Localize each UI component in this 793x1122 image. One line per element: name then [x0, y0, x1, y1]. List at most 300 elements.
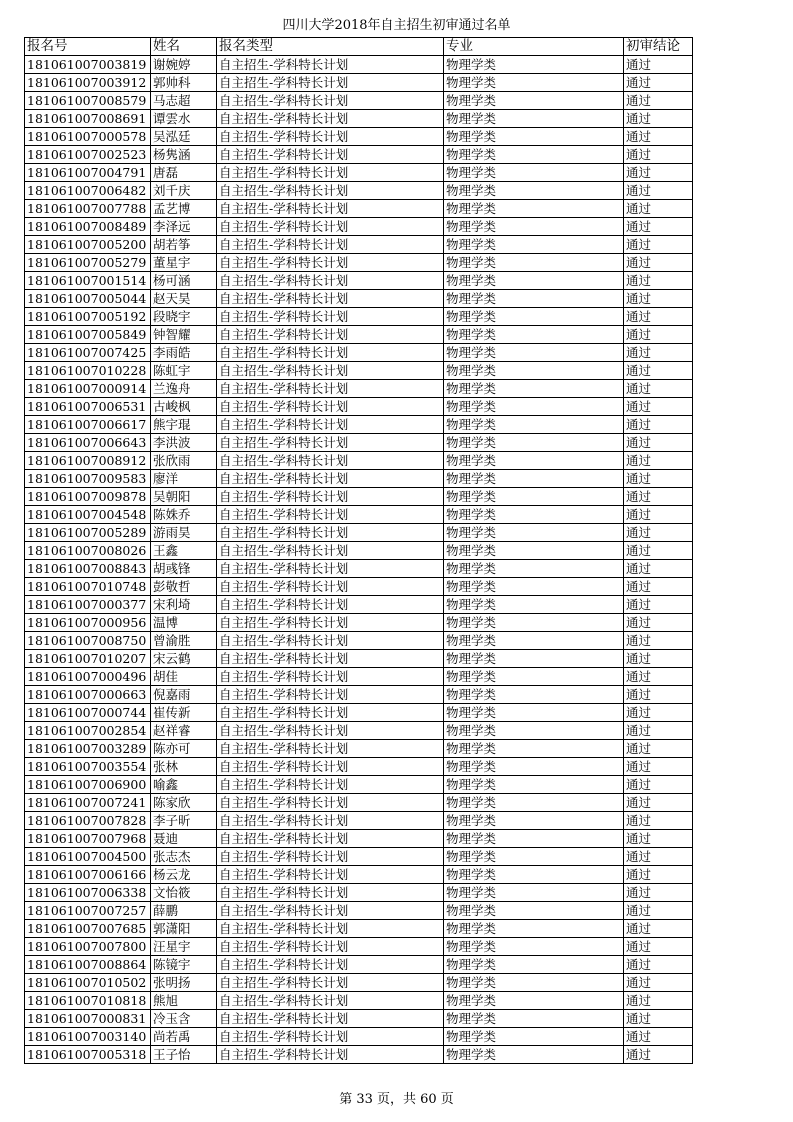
cell-result: 通过 [624, 380, 693, 398]
cell-major: 物理学类 [444, 542, 624, 560]
table-row [25, 596, 693, 614]
table-row [25, 974, 693, 992]
table-row [25, 722, 693, 740]
cell-id: 181061007006900 [25, 776, 151, 794]
cell-id: 181061007002523 [25, 146, 151, 164]
cell-id: 181061007006617 [25, 416, 151, 434]
cell-type: 自主招生-学科特长计划 [217, 308, 444, 326]
cell-major: 物理学类 [444, 362, 624, 380]
cell-id: 181061007010502 [25, 974, 151, 992]
cell-name: 马志超 [151, 92, 217, 110]
table-row [25, 902, 693, 920]
cell-result: 通过 [624, 794, 693, 812]
cell-major: 物理学类 [444, 254, 624, 272]
cell-major: 物理学类 [444, 920, 624, 938]
table-row [25, 614, 693, 632]
cell-name: 游雨昊 [151, 524, 217, 542]
cell-type: 自主招生-学科特长计划 [217, 416, 444, 434]
cell-result: 通过 [624, 164, 693, 182]
cell-name: 文怡筱 [151, 884, 217, 902]
cell-id: 181061007007425 [25, 344, 151, 362]
cell-id: 181061007009583 [25, 470, 151, 488]
cell-id: 181061007010818 [25, 992, 151, 1010]
cell-major: 物理学类 [444, 470, 624, 488]
cell-name: 郭帅科 [151, 74, 217, 92]
cell-type: 自主招生-学科特长计划 [217, 164, 444, 182]
cell-result: 通过 [624, 416, 693, 434]
cell-type: 自主招生-学科特长计划 [217, 542, 444, 560]
table-row [25, 506, 693, 524]
cell-major: 物理学类 [444, 578, 624, 596]
cell-name: 曾渝胜 [151, 632, 217, 650]
cell-type: 自主招生-学科特长计划 [217, 74, 444, 92]
cell-major: 物理学类 [444, 344, 624, 362]
cell-major: 物理学类 [444, 128, 624, 146]
cell-type: 自主招生-学科特长计划 [217, 218, 444, 236]
table-row [25, 218, 693, 236]
admission-table [24, 37, 693, 1064]
table-row [25, 920, 693, 938]
cell-name: 胡若筝 [151, 236, 217, 254]
table-row [25, 110, 693, 128]
column-header-result: 初审结论 [624, 38, 693, 56]
cell-id: 181061007003554 [25, 758, 151, 776]
cell-type: 自主招生-学科特长计划 [217, 794, 444, 812]
cell-major: 物理学类 [444, 164, 624, 182]
cell-type: 自主招生-学科特长计划 [217, 110, 444, 128]
cell-result: 通过 [624, 632, 693, 650]
cell-major: 物理学类 [444, 380, 624, 398]
cell-type: 自主招生-学科特长计划 [217, 290, 444, 308]
cell-result: 通过 [624, 614, 693, 632]
cell-id: 181061007005849 [25, 326, 151, 344]
cell-result: 通过 [624, 218, 693, 236]
cell-name: 吴朝阳 [151, 488, 217, 506]
column-header-name: 姓名 [151, 38, 217, 56]
table-row [25, 1028, 693, 1046]
cell-result: 通过 [624, 1010, 693, 1028]
cell-name: 李洪波 [151, 434, 217, 452]
table-row [25, 434, 693, 452]
cell-major: 物理学类 [444, 740, 624, 758]
cell-result: 通过 [624, 254, 693, 272]
table-row [25, 92, 693, 110]
cell-id: 181061007006531 [25, 398, 151, 416]
cell-result: 通过 [624, 686, 693, 704]
table-body [25, 56, 693, 1064]
cell-major: 物理学类 [444, 92, 624, 110]
table-row [25, 542, 693, 560]
cell-id: 181061007006338 [25, 884, 151, 902]
cell-major: 物理学类 [444, 668, 624, 686]
cell-major: 物理学类 [444, 902, 624, 920]
table-row [25, 272, 693, 290]
table-row [25, 1010, 693, 1028]
cell-type: 自主招生-学科特长计划 [217, 182, 444, 200]
cell-name: 赵天昊 [151, 290, 217, 308]
cell-result: 通过 [624, 524, 693, 542]
cell-major: 物理学类 [444, 794, 624, 812]
table-row [25, 344, 693, 362]
table-row [25, 992, 693, 1010]
cell-major: 物理学类 [444, 182, 624, 200]
cell-name: 陈姝乔 [151, 506, 217, 524]
cell-major: 物理学类 [444, 560, 624, 578]
page-footer: 第 33 页，共 60 页 [339, 1092, 454, 1107]
cell-result: 通过 [624, 776, 693, 794]
cell-type: 自主招生-学科特长计划 [217, 488, 444, 506]
cell-result: 通过 [624, 128, 693, 146]
cell-name: 李泽远 [151, 218, 217, 236]
cell-name: 赵祥睿 [151, 722, 217, 740]
cell-type: 自主招生-学科特长计划 [217, 614, 444, 632]
cell-id: 181061007001514 [25, 272, 151, 290]
cell-type: 自主招生-学科特长计划 [217, 830, 444, 848]
cell-type: 自主招生-学科特长计划 [217, 884, 444, 902]
cell-id: 181061007007800 [25, 938, 151, 956]
cell-name: 陈亦可 [151, 740, 217, 758]
cell-id: 181061007000578 [25, 128, 151, 146]
cell-result: 通过 [624, 110, 693, 128]
cell-major: 物理学类 [444, 884, 624, 902]
table-row [25, 758, 693, 776]
table-row [25, 524, 693, 542]
table-row [25, 776, 693, 794]
cell-major: 物理学类 [444, 398, 624, 416]
cell-result: 通过 [624, 488, 693, 506]
cell-type: 自主招生-学科特长计划 [217, 740, 444, 758]
cell-id: 181061007006482 [25, 182, 151, 200]
cell-type: 自主招生-学科特长计划 [217, 560, 444, 578]
cell-id: 181061007003819 [25, 56, 151, 74]
cell-type: 自主招生-学科特长计划 [217, 362, 444, 380]
cell-result: 通过 [624, 146, 693, 164]
cell-major: 物理学类 [444, 866, 624, 884]
table-row [25, 236, 693, 254]
cell-name: 李雨皓 [151, 344, 217, 362]
cell-result: 通过 [624, 884, 693, 902]
cell-major: 物理学类 [444, 758, 624, 776]
cell-name: 古峻枫 [151, 398, 217, 416]
cell-name: 喻鑫 [151, 776, 217, 794]
cell-name: 薛鹏 [151, 902, 217, 920]
cell-major: 物理学类 [444, 992, 624, 1010]
cell-type: 自主招生-学科特长计划 [217, 146, 444, 164]
table-row [25, 704, 693, 722]
cell-result: 通过 [624, 920, 693, 938]
cell-id: 181061007006166 [25, 866, 151, 884]
cell-id: 181061007000914 [25, 380, 151, 398]
table-row [25, 254, 693, 272]
cell-major: 物理学类 [444, 218, 624, 236]
cell-major: 物理学类 [444, 434, 624, 452]
cell-result: 通过 [624, 452, 693, 470]
cell-id: 181061007010228 [25, 362, 151, 380]
cell-type: 自主招生-学科特长计划 [217, 434, 444, 452]
cell-name: 冷玉含 [151, 1010, 217, 1028]
cell-id: 181061007006643 [25, 434, 151, 452]
cell-major: 物理学类 [444, 1046, 624, 1064]
cell-id: 181061007003140 [25, 1028, 151, 1046]
cell-name: 张欣雨 [151, 452, 217, 470]
cell-major: 物理学类 [444, 236, 624, 254]
cell-type: 自主招生-学科特长计划 [217, 1028, 444, 1046]
cell-major: 物理学类 [444, 452, 624, 470]
cell-name: 孟艺博 [151, 200, 217, 218]
cell-type: 自主招生-学科特长计划 [217, 848, 444, 866]
cell-type: 自主招生-学科特长计划 [217, 956, 444, 974]
table-row [25, 308, 693, 326]
cell-major: 物理学类 [444, 416, 624, 434]
cell-type: 自主招生-学科特长计划 [217, 1010, 444, 1028]
cell-major: 物理学类 [444, 74, 624, 92]
cell-id: 181061007007257 [25, 902, 151, 920]
table-row [25, 416, 693, 434]
cell-result: 通过 [624, 272, 693, 290]
cell-result: 通过 [624, 866, 693, 884]
cell-name: 郭潇阳 [151, 920, 217, 938]
cell-type: 自主招生-学科特长计划 [217, 866, 444, 884]
cell-id: 181061007000956 [25, 614, 151, 632]
cell-result: 通过 [624, 398, 693, 416]
cell-name: 吴泓廷 [151, 128, 217, 146]
cell-result: 通过 [624, 578, 693, 596]
cell-major: 物理学类 [444, 56, 624, 74]
cell-type: 自主招生-学科特长计划 [217, 632, 444, 650]
cell-result: 通过 [624, 812, 693, 830]
cell-id: 181061007004548 [25, 506, 151, 524]
cell-name: 聂迪 [151, 830, 217, 848]
cell-major: 物理学类 [444, 704, 624, 722]
cell-result: 通过 [624, 740, 693, 758]
cell-name: 杨可涵 [151, 272, 217, 290]
cell-type: 自主招生-学科特长计划 [217, 704, 444, 722]
cell-major: 物理学类 [444, 812, 624, 830]
cell-id: 181061007007241 [25, 794, 151, 812]
cell-result: 通过 [624, 362, 693, 380]
cell-major: 物理学类 [444, 1028, 624, 1046]
cell-id: 181061007008489 [25, 218, 151, 236]
cell-id: 181061007010748 [25, 578, 151, 596]
cell-result: 通过 [624, 344, 693, 362]
cell-name: 陈家欣 [151, 794, 217, 812]
cell-id: 181061007005044 [25, 290, 151, 308]
cell-major: 物理学类 [444, 848, 624, 866]
cell-type: 自主招生-学科特长计划 [217, 128, 444, 146]
cell-major: 物理学类 [444, 686, 624, 704]
cell-name: 倪嘉雨 [151, 686, 217, 704]
cell-result: 通过 [624, 470, 693, 488]
table-row [25, 848, 693, 866]
cell-name: 宋利埼 [151, 596, 217, 614]
cell-id: 181061007007685 [25, 920, 151, 938]
cell-name: 尚若禹 [151, 1028, 217, 1046]
column-header-type: 报名类型 [217, 38, 444, 56]
cell-result: 通过 [624, 758, 693, 776]
cell-name: 彭敬哲 [151, 578, 217, 596]
cell-type: 自主招生-学科特长计划 [217, 272, 444, 290]
cell-major: 物理学类 [444, 488, 624, 506]
cell-name: 陈镜宇 [151, 956, 217, 974]
table-row [25, 56, 693, 74]
cell-result: 通过 [624, 992, 693, 1010]
cell-name: 宋云鹤 [151, 650, 217, 668]
table-row [25, 884, 693, 902]
cell-type: 自主招生-学科特长计划 [217, 200, 444, 218]
cell-major: 物理学类 [444, 1010, 624, 1028]
cell-result: 通过 [624, 830, 693, 848]
cell-major: 物理学类 [444, 506, 624, 524]
cell-name: 谢婉婷 [151, 56, 217, 74]
table-row [25, 578, 693, 596]
cell-name: 廖洋 [151, 470, 217, 488]
cell-type: 自主招生-学科特长计划 [217, 326, 444, 344]
table-row [25, 146, 693, 164]
cell-result: 通过 [624, 74, 693, 92]
cell-id: 181061007005289 [25, 524, 151, 542]
cell-type: 自主招生-学科特长计划 [217, 398, 444, 416]
cell-type: 自主招生-学科特长计划 [217, 578, 444, 596]
cell-result: 通过 [624, 1046, 693, 1064]
cell-id: 181061007008026 [25, 542, 151, 560]
cell-id: 181061007004791 [25, 164, 151, 182]
table-row [25, 740, 693, 758]
cell-major: 物理学类 [444, 326, 624, 344]
cell-id: 181061007002854 [25, 722, 151, 740]
cell-type: 自主招生-学科特长计划 [217, 470, 444, 488]
cell-major: 物理学类 [444, 110, 624, 128]
cell-name: 刘千庆 [151, 182, 217, 200]
cell-id: 181061007009878 [25, 488, 151, 506]
cell-type: 自主招生-学科特长计划 [217, 938, 444, 956]
cell-result: 通过 [624, 506, 693, 524]
cell-result: 通过 [624, 596, 693, 614]
cell-name: 杨隽涵 [151, 146, 217, 164]
cell-major: 物理学类 [444, 308, 624, 326]
cell-type: 自主招生-学科特长计划 [217, 920, 444, 938]
cell-type: 自主招生-学科特长计划 [217, 254, 444, 272]
cell-result: 通过 [624, 290, 693, 308]
cell-id: 181061007007828 [25, 812, 151, 830]
table-row [25, 164, 693, 182]
cell-type: 自主招生-学科特长计划 [217, 776, 444, 794]
cell-id: 181061007005279 [25, 254, 151, 272]
table-row [25, 290, 693, 308]
cell-name: 胡佳 [151, 668, 217, 686]
cell-major: 物理学类 [444, 524, 624, 542]
cell-name: 张林 [151, 758, 217, 776]
table-row [25, 938, 693, 956]
cell-name: 陈虹宇 [151, 362, 217, 380]
cell-major: 物理学类 [444, 650, 624, 668]
cell-type: 自主招生-学科特长计划 [217, 812, 444, 830]
cell-result: 通过 [624, 902, 693, 920]
table-row [25, 398, 693, 416]
cell-id: 181061007005318 [25, 1046, 151, 1064]
table-row [25, 560, 693, 578]
cell-name: 兰逸舟 [151, 380, 217, 398]
cell-id: 181061007007968 [25, 830, 151, 848]
cell-result: 通过 [624, 560, 693, 578]
table-row [25, 956, 693, 974]
table-header-row [25, 38, 693, 56]
cell-id: 181061007010207 [25, 650, 151, 668]
cell-name: 张志杰 [151, 848, 217, 866]
cell-result: 通过 [624, 722, 693, 740]
cell-type: 自主招生-学科特长计划 [217, 506, 444, 524]
table-row [25, 686, 693, 704]
table-row [25, 488, 693, 506]
cell-major: 物理学类 [444, 614, 624, 632]
cell-name: 熊宇琨 [151, 416, 217, 434]
table-row [25, 470, 693, 488]
cell-major: 物理学类 [444, 830, 624, 848]
cell-name: 张明扬 [151, 974, 217, 992]
cell-type: 自主招生-学科特长计划 [217, 992, 444, 1010]
cell-result: 通过 [624, 434, 693, 452]
cell-type: 自主招生-学科特长计划 [217, 686, 444, 704]
cell-type: 自主招生-学科特长计划 [217, 344, 444, 362]
cell-id: 181061007005200 [25, 236, 151, 254]
cell-id: 181061007008579 [25, 92, 151, 110]
table-row [25, 326, 693, 344]
cell-id: 181061007000744 [25, 704, 151, 722]
cell-id: 181061007000831 [25, 1010, 151, 1028]
cell-major: 物理学类 [444, 722, 624, 740]
cell-type: 自主招生-学科特长计划 [217, 56, 444, 74]
table-row [25, 74, 693, 92]
cell-name: 温博 [151, 614, 217, 632]
cell-result: 通过 [624, 92, 693, 110]
cell-name: 王子怡 [151, 1046, 217, 1064]
cell-result: 通过 [624, 1028, 693, 1046]
cell-type: 自主招生-学科特长计划 [217, 974, 444, 992]
cell-result: 通过 [624, 236, 693, 254]
cell-name: 崔传新 [151, 704, 217, 722]
cell-result: 通过 [624, 308, 693, 326]
cell-result: 通过 [624, 200, 693, 218]
cell-type: 自主招生-学科特长计划 [217, 452, 444, 470]
cell-result: 通过 [624, 974, 693, 992]
cell-id: 181061007008864 [25, 956, 151, 974]
cell-major: 物理学类 [444, 776, 624, 794]
cell-name: 李子昕 [151, 812, 217, 830]
cell-result: 通过 [624, 542, 693, 560]
table-row [25, 668, 693, 686]
cell-major: 物理学类 [444, 974, 624, 992]
cell-name: 唐磊 [151, 164, 217, 182]
column-header-id: 报名号 [25, 38, 151, 56]
cell-id: 181061007007788 [25, 200, 151, 218]
cell-type: 自主招生-学科特长计划 [217, 380, 444, 398]
cell-type: 自主招生-学科特长计划 [217, 668, 444, 686]
table-row [25, 128, 693, 146]
cell-id: 181061007008691 [25, 110, 151, 128]
table-row [25, 362, 693, 380]
cell-result: 通过 [624, 668, 693, 686]
cell-result: 通过 [624, 650, 693, 668]
cell-id: 181061007000496 [25, 668, 151, 686]
cell-result: 通过 [624, 182, 693, 200]
table-row [25, 200, 693, 218]
cell-id: 181061007008750 [25, 632, 151, 650]
cell-id: 181061007000663 [25, 686, 151, 704]
cell-type: 自主招生-学科特长计划 [217, 524, 444, 542]
table-row [25, 1046, 693, 1064]
table-row [25, 632, 693, 650]
table-row [25, 182, 693, 200]
cell-name: 杨云龙 [151, 866, 217, 884]
